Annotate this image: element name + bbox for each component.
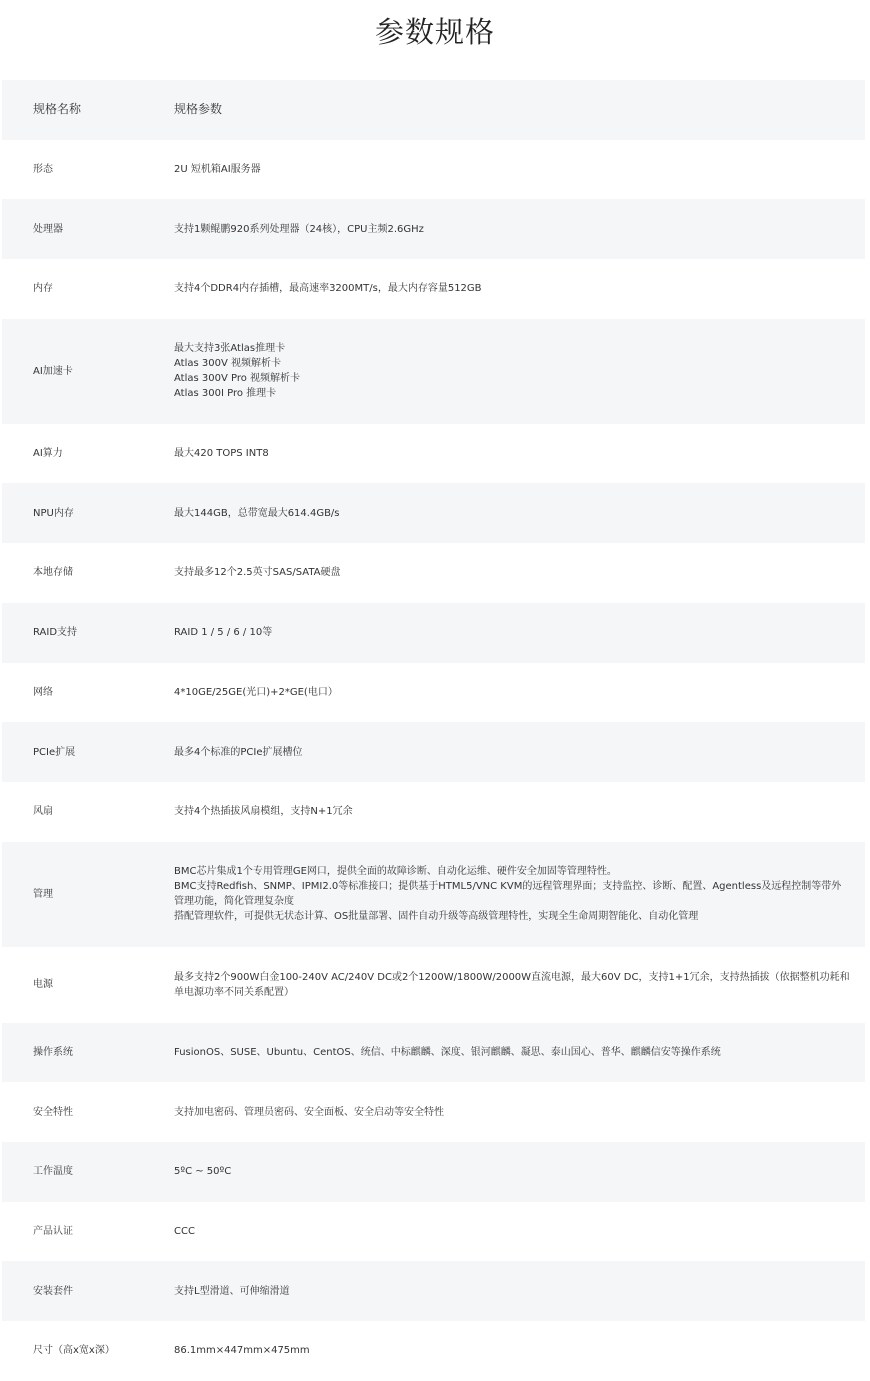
spec-name-cell: 网络 xyxy=(33,686,53,698)
spec-value-line: 支持L型滑道、可伸缩滑道 xyxy=(174,1285,290,1297)
table-row xyxy=(2,1082,865,1142)
spec-name-cell: 本地存储 xyxy=(33,567,73,579)
spec-name-cell: 安装套件 xyxy=(33,1285,73,1297)
spec-value-cell xyxy=(142,1284,865,1299)
spec-value-line: 最多4个标准的PCIe扩展槽位 xyxy=(174,746,303,758)
spec-name-cell: 风扇 xyxy=(33,806,53,818)
table-row xyxy=(2,663,865,723)
spec-value-line: 支持最多12个2.5英寸SAS/SATA硬盘 xyxy=(174,567,341,579)
spec-value-line: BMC芯片集成1个专用管理GE网口，提供全面的故障诊断、自动化运维、硬件安全加固等管理特性。 xyxy=(174,866,617,878)
table-row xyxy=(2,842,865,947)
spec-value-cell xyxy=(142,565,865,580)
table-row xyxy=(2,722,865,782)
table-row xyxy=(2,140,865,200)
spec-value-cell xyxy=(142,625,865,640)
spec-value-line: 最大支持3张Atlas推理卡 xyxy=(174,343,286,355)
spec-value-cell xyxy=(142,222,865,237)
spec-value-line: 支持4个热插拔风扇模组，支持N+1冗余 xyxy=(174,806,353,818)
table-header-row xyxy=(2,80,865,140)
spec-name-cell: PCIe扩展 xyxy=(33,746,76,758)
spec-value-cell xyxy=(142,970,865,1000)
spec-value-line: 搭配管理软件，可提供无状态计算、OS批量部署、固件自动升级等高级管理特性，实现全生命周期智能化、自动化管理 xyxy=(174,911,699,923)
spec-value-line: CCC xyxy=(174,1225,195,1237)
spec-value-line: 支持加电密码、管理员密码、安全面板、安全启动等安全特性 xyxy=(174,1106,444,1118)
spec-name-cell: AI算力 xyxy=(33,448,63,460)
header-value-cell: 规格参数 xyxy=(174,102,223,117)
spec-name-cell: 安全特性 xyxy=(33,1106,73,1118)
spec-name-cell: 尺寸（高x宽x深） xyxy=(33,1345,115,1357)
spec-value-line: RAID 1 / 5 / 6 / 10等 xyxy=(174,627,273,639)
table-row xyxy=(2,424,865,484)
table-row xyxy=(2,543,865,603)
spec-value-cell xyxy=(142,1164,865,1179)
spec-value-cell xyxy=(142,1343,865,1358)
spec-name-cell: 操作系统 xyxy=(33,1046,73,1058)
spec-value-cell xyxy=(142,864,865,924)
spec-value-line: 5ºC ~ 50ºC xyxy=(174,1166,232,1178)
spec-name-cell: 产品认证 xyxy=(33,1225,73,1237)
table-row xyxy=(2,603,865,663)
spec-value-line: FusionOS、SUSE、Ubuntu、CentOS、统信、中标麒麟、深度、银河麒麟、凝思、泰山国心、普华、麒麟信安等操作系统 xyxy=(174,1046,721,1058)
spec-value-line: 最大144GB，总带宽最大614.4GB/s xyxy=(174,507,340,519)
spec-name-cell: 形态 xyxy=(33,164,53,176)
spec-value-cell xyxy=(142,685,865,700)
spec-table xyxy=(2,80,865,1381)
spec-name-cell: 电源 xyxy=(33,979,53,991)
table-row xyxy=(2,259,865,319)
spec-value-cell xyxy=(142,341,865,401)
spec-value-line: 支持1颗鲲鹏920系列处理器（24核），CPU主频2.6GHz xyxy=(174,223,424,235)
spec-value-cell xyxy=(142,506,865,521)
spec-value-cell xyxy=(142,1224,865,1239)
spec-value-cell xyxy=(142,446,865,461)
spec-name-cell: 管理 xyxy=(33,888,53,900)
spec-value-line: Atlas 300V 视频解析卡 xyxy=(174,358,281,370)
spec-value-cell xyxy=(142,804,865,819)
table-row xyxy=(2,319,865,424)
spec-value-line: 支持4个DDR4内存插槽，最高速率3200MT/s，最大内存容量512GB xyxy=(174,283,482,295)
table-row xyxy=(2,782,865,842)
table-row xyxy=(2,947,865,1023)
spec-value-line: Atlas 300V Pro 视频解析卡 xyxy=(174,373,301,385)
header-name-cell: 规格名称 xyxy=(33,102,82,117)
table-row xyxy=(2,1023,865,1083)
spec-value-cell xyxy=(142,1045,865,1060)
table-row xyxy=(2,1142,865,1202)
spec-value-line: Atlas 300I Pro 推理卡 xyxy=(174,388,277,400)
spec-name-cell: 工作温度 xyxy=(33,1166,73,1178)
spec-name-cell: RAID支持 xyxy=(33,627,78,639)
table-row xyxy=(2,1202,865,1262)
table-row xyxy=(2,199,865,259)
spec-value-cell xyxy=(142,162,865,177)
table-row xyxy=(2,483,865,543)
spec-value-line: BMC支持Redfish、SNMP、IPMI2.0等标准接口；提供基于HTML5/VNC KVM的远程管理界面；支持监控、诊断、配置、Agentless及远程控制等带外管理功能，简化管理复杂度 xyxy=(174,881,842,908)
spec-value-cell xyxy=(142,1105,865,1120)
spec-value-line: 最多支持2个900W白金100-240V AC/240V DC或2个1200W/1800W/2000W直流电源，最大60V DC，支持1+1冗余，支持热插拔（依据整机功耗和单电源功率不同关系配置） xyxy=(174,971,850,998)
page-title: 参数规格 xyxy=(374,15,495,49)
spec-name-cell: 处理器 xyxy=(33,223,63,235)
spec-name-cell: 内存 xyxy=(33,283,53,295)
spec-name-cell: AI加速卡 xyxy=(33,365,73,377)
spec-value-line: 4*10GE/25GE(光口)+2*GE(电口） xyxy=(174,686,338,698)
spec-value-cell xyxy=(142,281,865,296)
spec-value-line: 86.1mm×447mm×475mm xyxy=(174,1345,310,1357)
spec-value-line: 2U 短机箱AI服务器 xyxy=(174,164,261,176)
spec-value-cell xyxy=(142,745,865,760)
spec-name-cell: NPU内存 xyxy=(33,507,74,519)
table-row xyxy=(2,1321,865,1381)
table-row xyxy=(2,1261,865,1321)
spec-value-line: 最大420 TOPS INT8 xyxy=(174,448,269,460)
